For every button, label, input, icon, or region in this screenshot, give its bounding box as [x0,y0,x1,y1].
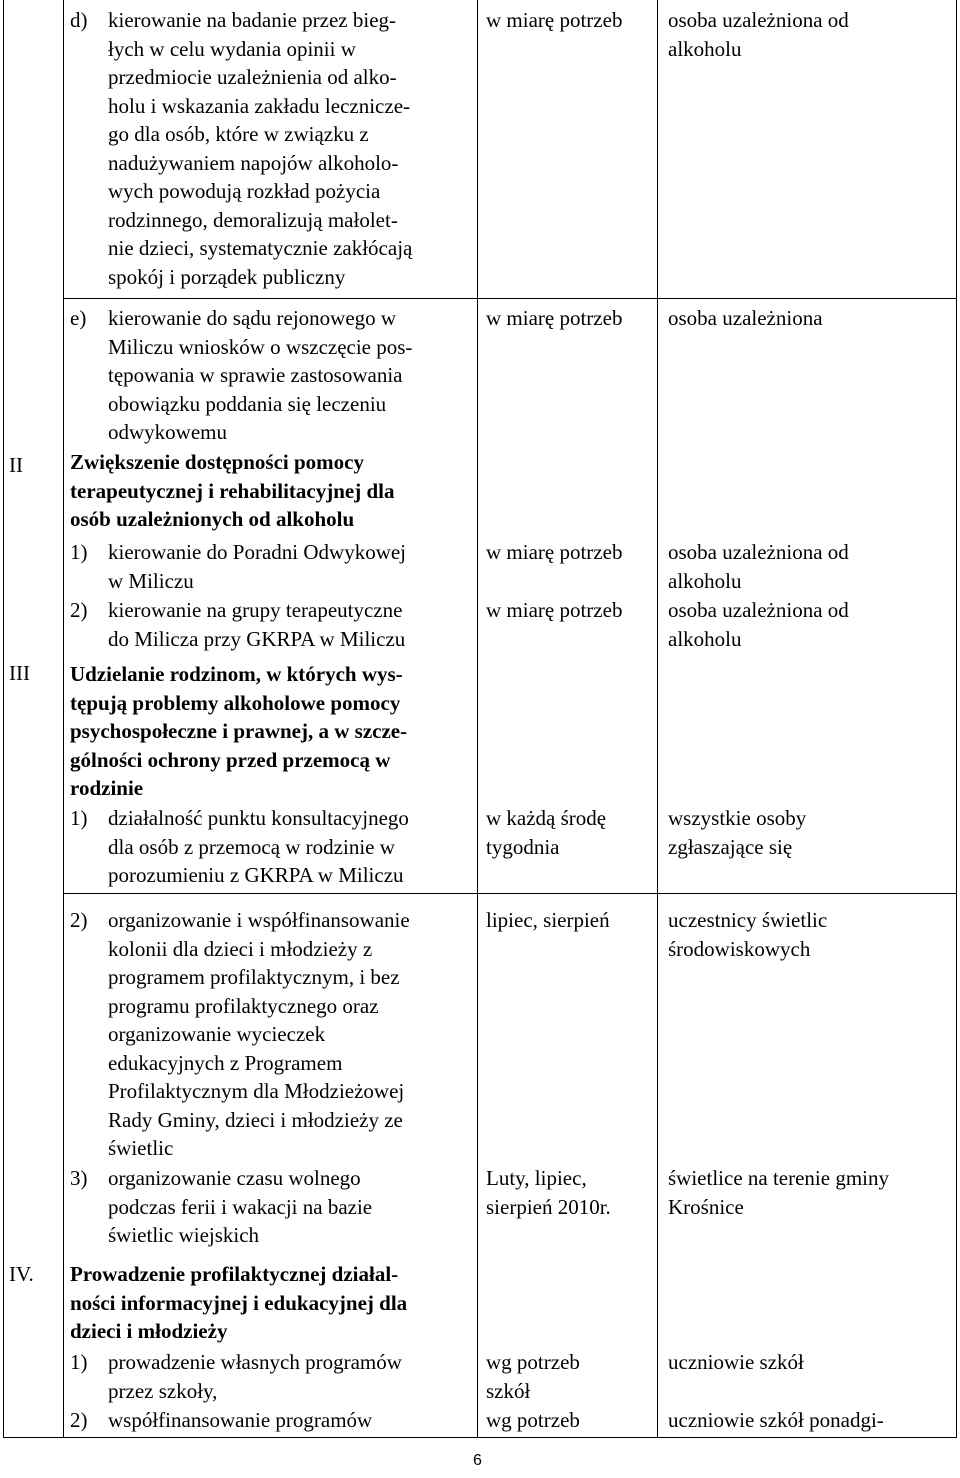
item-label: d) [70,8,88,32]
table-border-bottom [3,1437,957,1438]
item-text-line: łych w celu wydania opinii w [108,36,356,61]
item-text-line: edukacyjnych z Programem [108,1050,343,1075]
table-divider-col1 [63,0,64,1437]
target-text: osoba uzależniona od [668,8,849,32]
target-cell [668,804,948,861]
target-cell [668,596,948,653]
target-cell [668,1406,948,1435]
item-text-line: Profilaktycznym dla Młodzieżowej [108,1079,405,1103]
target-cell [668,538,948,595]
term-cell [486,1164,656,1221]
section-heading [70,660,475,803]
item-text-line: kolonii dla dzieci i młodzieży z [108,936,373,961]
target-text: wszystkie osoby [668,806,807,830]
item-text-line: w Miliczu [108,568,194,593]
section-heading [70,448,475,534]
target-text: alkoholu [668,626,742,651]
table-border-left [3,0,4,1437]
item-text-line: organizowanie i współfinansowanie [108,908,410,932]
heading-line: gólności ochrony przed przemocą w [70,747,391,772]
heading-line: Udzielanie rodzinom, w których wys- [70,662,403,686]
table-divider-col2 [477,0,478,1437]
item-text-line: wych powodują rozkład pożycia [108,179,381,203]
item-text-line: do Milicza przy GKRPA w Miliczu [108,626,406,651]
heading-line: psychospołeczne i prawnej, a w szcze- [70,719,408,743]
target-text: osoba uzależniona od [668,598,849,622]
target-text: Krośnice [668,1194,744,1219]
table-divider-col3 [657,0,658,1437]
term-cell [486,804,656,861]
item-text-line: nadużywaniem napojów alkoholo- [108,150,399,175]
section-heading [70,1260,475,1346]
target-text: uczniowie szkół ponadgi- [668,1408,884,1432]
item-text-line: działalność punktu konsultacyjnego [108,806,409,830]
heading-line: osób uzależnionych od alkoholu [70,507,355,531]
item-label: 2) [70,598,88,622]
term-text: w miarę potrzeb [486,598,623,622]
term-text: wg potrzeb [486,1350,580,1374]
item-label: 2) [70,908,88,932]
item-label: e) [70,306,87,330]
target-text: środowiskowych [668,936,811,961]
target-text: osoba uzależniona [668,306,823,330]
item-text-line: obowiązku poddania się leczeniu [108,391,387,416]
item-text-line: Rady Gminy, dzieci i młodzieży ze [108,1107,403,1132]
item-text-line: programu profilaktycznego oraz [108,993,379,1018]
target-cell [668,906,948,963]
table-border-right [956,0,957,1437]
term-cell [486,1406,656,1435]
term-cell [486,906,656,935]
section-number-iv: IV. [9,1262,34,1286]
row-divider [63,298,957,299]
heading-line: tępują problemy alkoholowe pomocy [70,690,401,715]
target-text: osoba uzależniona od [668,540,849,564]
target-text: świetlice na terenie gminy [668,1166,890,1190]
target-text: uczniowie szkół [668,1350,804,1374]
page-number: 6 [473,1452,482,1469]
item-label: 1) [70,806,88,830]
item-text-line: kierowanie na badanie przez bieg- [108,8,397,32]
target-cell [668,1348,948,1377]
item-text-line: świetlic [108,1136,174,1160]
term-text: szkół [486,1378,531,1403]
item-text-line: przedmiocie uzależnienia od alko- [108,65,397,89]
item-text-line: prowadzenie własnych programów [108,1350,402,1374]
item-label: 1) [70,540,88,564]
term-text: lipiec, sierpień [486,908,610,932]
term-cell [486,1348,656,1405]
heading-line: Prowadzenie profilaktycznej działal- [70,1262,399,1286]
term-cell [486,596,656,625]
term-text: Luty, lipiec, [486,1166,587,1190]
section-number-ii: II [9,453,23,477]
term-text: w miarę potrzeb [486,540,623,564]
item-text-line: kierowanie do Poradni Odwykowej [108,540,407,564]
heading-line: dzieci i młodzieży [70,1319,228,1343]
term-text: wg potrzeb [486,1408,580,1432]
section-number-iii: III [9,661,30,685]
item-text-line: współfinansowanie programów [108,1408,373,1432]
item-text-line: dla osób z przemocą w rodzinie w [108,834,395,859]
term-cell [486,6,656,35]
item-text-line: podczas ferii i wakacji na bazie [108,1194,373,1219]
item-text-line: tępowania w sprawie zastosowania [108,363,403,387]
item-text-line: kierowanie na grupy terapeutyczne [108,598,403,622]
term-text: w miarę potrzeb [486,8,623,32]
item-text-line: programem profilaktycznym, i bez [108,965,400,989]
item-text-line: holu i wskazania zakładu lecznicze- [108,93,411,118]
term-text: w miarę potrzeb [486,306,623,330]
item-text-line: organizowanie czasu wolnego [108,1166,361,1190]
heading-line: ności informacyjnej i edukacyjnej dla [70,1290,408,1315]
item-text-line: odwykowemu [108,420,227,444]
term-text: sierpień 2010r. [486,1194,611,1219]
heading-line: Zwiększenie dostępności pomocy [70,450,364,474]
target-text: uczestnicy świetlic [668,908,828,932]
target-cell [668,304,948,333]
item-label: 1) [70,1350,88,1374]
row-divider [63,893,957,894]
target-text: alkoholu [668,568,742,593]
item-text-line: rodzinnego, demoralizują małolet- [108,207,398,232]
item-text-line: Miliczu wniosków o wszczęcie pos- [108,334,413,359]
term-cell [486,538,656,567]
target-cell [668,1164,948,1221]
item-text-line: spokój i porządek publiczny [108,264,346,289]
item-text-line: świetlic wiejskich [108,1223,260,1247]
item-label: 2) [70,1408,88,1432]
target-text: alkoholu [668,36,742,61]
heading-line: terapeutycznej i rehabilitacyjnej dla [70,478,395,503]
target-text: zgłaszające się [668,834,793,859]
term-text: w każdą środę [486,806,607,830]
item-text-line: organizowanie wycieczek [108,1022,326,1046]
item-text-line: kierowanie do sądu rejonowego w [108,306,397,330]
item-text-line: porozumieniu z GKRPA w Miliczu [108,863,404,887]
item-text-line: nie dzieci, systematycznie zakłócają [108,236,413,260]
heading-line: rodzinie [70,776,144,800]
term-cell [486,304,656,333]
term-text: tygodnia [486,834,560,859]
item-text-line: go dla osób, które w związku z [108,122,369,146]
target-cell [668,6,948,63]
item-text-line: przez szkoły, [108,1378,218,1403]
item-label: 3) [70,1166,88,1190]
